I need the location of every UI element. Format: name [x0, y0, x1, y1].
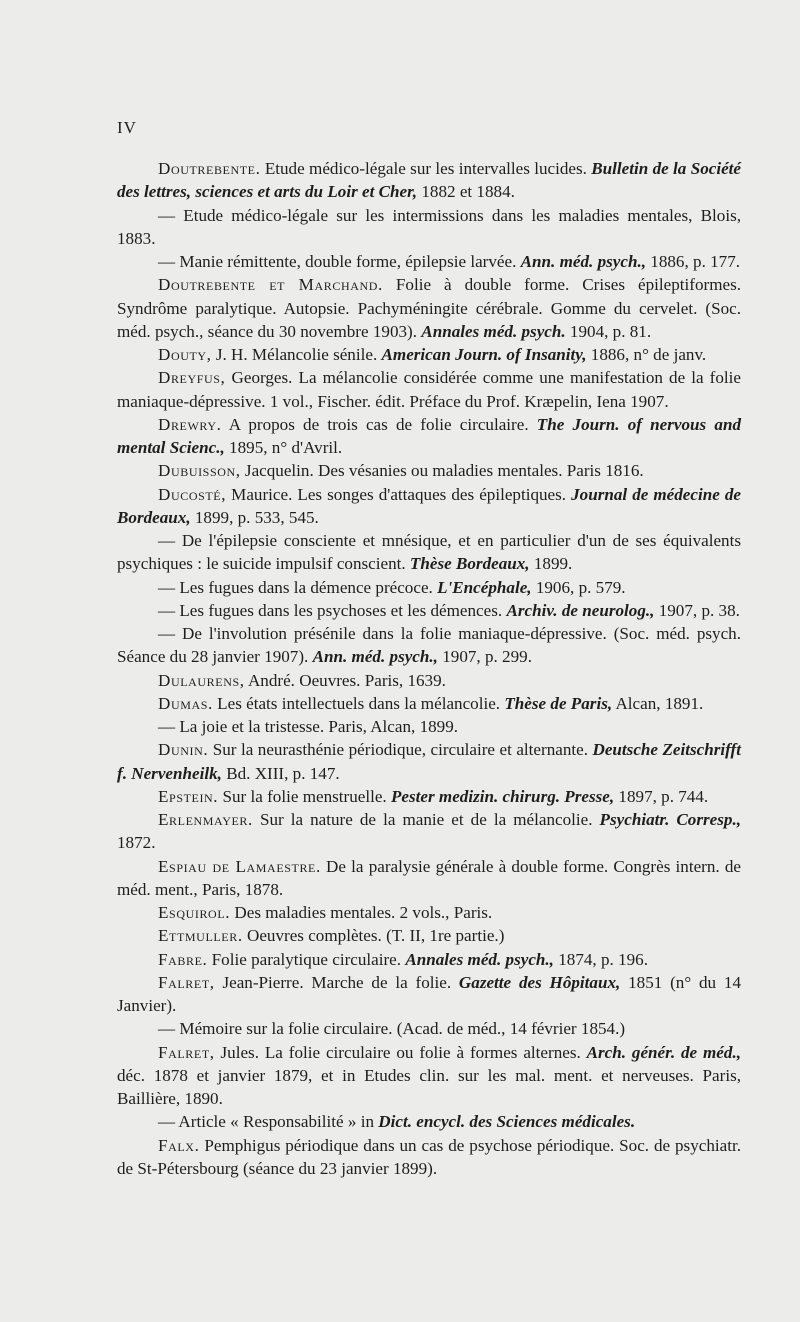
- entry-journal-title: Ann. méd. psych.,: [520, 252, 647, 271]
- bibliography-list: [117, 157, 741, 1180]
- entry-author: Dunin.: [158, 740, 209, 760]
- entry-author: Ettmuller.: [158, 926, 243, 946]
- entry-text: — De l'involution présénile dans la folie maniaque-dépressive. (Soc. méd. psych. Séance du 28 janvier 1907).: [117, 624, 741, 667]
- bibliography-entry: [117, 948, 741, 971]
- entry-details: 1904, p. 81.: [565, 321, 652, 341]
- bibliography-entry: [117, 250, 741, 273]
- bibliography-entry: [117, 343, 741, 366]
- bibliography-entry: [117, 157, 741, 204]
- bibliography-entry: [117, 273, 741, 343]
- entry-author: Falret,: [158, 1042, 215, 1062]
- bibliography-entry: [117, 855, 741, 902]
- entry-text: — Article « Responsabilité » in: [158, 1112, 379, 1132]
- entry-details: Alcan, 1891.: [612, 693, 704, 713]
- entry-details: 1897, p. 744.: [614, 786, 709, 806]
- bibliography-entry: [117, 483, 741, 530]
- bibliography-entry: [117, 204, 741, 251]
- entry-journal-title: Gazette des Hôpitaux,: [458, 972, 621, 992]
- bibliography-entry: [117, 1041, 741, 1111]
- entry-author: Dubuisson,: [158, 461, 241, 481]
- entry-author: Epstein.: [158, 786, 219, 806]
- bibliography-entry: [117, 459, 741, 482]
- entry-journal-title: L'Encéphale,: [437, 577, 532, 597]
- entry-text: Georges. La mélancolie considérée comme une manifestation de la folie maniaque-dépressive. 1 vol., Fischer. édit. Préface du Prof. Kræpelin, Iena 1907.: [117, 368, 741, 411]
- entry-journal-title: American Journ. of Insanity,: [381, 345, 587, 364]
- entry-text: Sur la folie menstruelle.: [218, 786, 391, 806]
- bibliography-entry: [117, 1134, 741, 1181]
- page-number: IV: [117, 118, 137, 137]
- entry-text: — Mémoire sur la folie circulaire. (Acad. de méd., 14 février 1854.): [158, 1019, 626, 1039]
- entry-journal-title: Thèse Bordeaux,: [409, 554, 530, 574]
- bibliography-entry: [117, 1110, 741, 1133]
- entry-text: Jean-Pierre. Marche de la folie.: [214, 972, 459, 992]
- bibliography-entry: [117, 785, 741, 808]
- entry-text: — De l'épilepsie consciente et mnésique, et en particulier d'un de ses équivalents psychiques : le suicide impulsif conscient.: [117, 531, 741, 574]
- bibliography-entry: [117, 808, 741, 855]
- entry-author: Fabre.: [158, 949, 208, 969]
- bibliography-entry: [117, 924, 741, 947]
- entry-text: — Les fugues dans la démence précoce.: [158, 577, 438, 597]
- entry-text: Oeuvres complètes. (T. II, 1re partie.): [242, 926, 505, 946]
- entry-author: Douty,: [158, 345, 212, 364]
- bibliography-entry: [117, 738, 741, 785]
- bibliography-entry: [117, 1017, 741, 1040]
- entry-text: A propos de trois cas de folie circulaire.: [221, 414, 537, 434]
- entry-text: Sur la neurasthénie périodique, circulaire et alternante.: [208, 740, 593, 760]
- entry-text: André. Oeuvres. Paris, 1639.: [244, 670, 446, 690]
- bibliography-entry: [117, 715, 741, 738]
- bibliography-entry: [117, 901, 741, 924]
- entry-author: Ducosté,: [158, 484, 227, 504]
- entry-details: 1899, p. 533, 545.: [190, 507, 319, 527]
- entry-journal-title: Dict. encycl. des Sciences médicales.: [378, 1112, 636, 1132]
- entry-details: 1906, p. 579.: [531, 577, 626, 597]
- entry-text: Folie paralytique circulaire.: [207, 949, 406, 969]
- entry-details: Bd. XIII, p. 147.: [221, 763, 340, 783]
- entry-author: Dumas.: [158, 693, 213, 713]
- entry-text: Folie à double forme. Crises épileptiformes. Syndrôme paralytique. Autopsie. Pachyméningite cérébrale. Gomme du cervelet. (Soc. méd. psych., séance du 30 novembre 1903).: [117, 275, 742, 341]
- entry-details: 1886, p. 177.: [646, 252, 741, 271]
- entry-details: 1895, n° d'Avril.: [224, 438, 343, 457]
- entry-details: 1907, p. 299.: [437, 647, 532, 667]
- entry-author: Espiau de Lamaestre.: [158, 856, 321, 876]
- bibliography-entry: [117, 599, 741, 622]
- entry-text: — La joie et la tristesse. Paris, Alcan, 1899.: [158, 717, 459, 736]
- entry-author: Falx.: [158, 1135, 200, 1155]
- entry-journal-title: Pester medizin. chirurg. Presse,: [390, 786, 615, 806]
- entry-author: Drewry.: [158, 414, 222, 434]
- entry-details: 1886, n° de janv.: [586, 345, 707, 364]
- entry-text: Des maladies mentales. 2 vols., Paris.: [230, 903, 493, 922]
- entry-journal-title: Ann. méd. psych.,: [312, 647, 438, 667]
- entry-author: Erlenmayer.: [158, 810, 253, 829]
- entry-text: De la paralysie générale à double forme. Congrès intern. de méd. ment., Paris, 1878.: [117, 856, 741, 899]
- entry-journal-title: Psychiatr. Corresp.,: [599, 810, 741, 829]
- entry-journal-title: Thèse de Paris,: [504, 693, 613, 713]
- entry-details: 1882 et 1884.: [417, 182, 515, 202]
- entry-text: Jacquelin. Des vésanies ou maladies mentales. Paris 1816.: [240, 461, 644, 481]
- bibliography-entry: [117, 622, 741, 669]
- entry-journal-title: The Journ. of nervous and mental Scienc.,: [117, 414, 741, 457]
- entry-text: Etude médico-légale sur les intervalles lucides.: [260, 159, 592, 178]
- entry-journal-title: Journal de médecine de Bordeaux,: [117, 484, 742, 527]
- entry-journal-title: Archiv. de neurolog.,: [506, 600, 655, 620]
- entry-text: — Manie rémittente, double forme, épilepsie larvée.: [158, 252, 521, 271]
- entry-details: 1874, p. 196.: [553, 949, 648, 969]
- bibliography-entry: [117, 529, 741, 576]
- entry-author: Dreyfus,: [158, 368, 226, 388]
- entry-text: Maurice. Les songes d'attaques des épileptiques.: [226, 484, 572, 504]
- bibliography-entry: [117, 366, 741, 413]
- entry-text: — Les fugues dans les psychoses et les démences.: [158, 600, 507, 620]
- entry-journal-title: Annales méd. psych.: [421, 321, 566, 341]
- entry-text: Sur la nature de la manie et de la mélancolie.: [252, 810, 600, 829]
- entry-details: 1899.: [529, 554, 573, 574]
- entry-author: Doutrebente.: [158, 159, 261, 178]
- entry-details: 1872.: [117, 833, 156, 853]
- entry-author: Doutrebente et Marchand.: [158, 275, 383, 295]
- entry-text: Les états intellectuels dans la mélancolie.: [212, 693, 505, 713]
- entry-details: déc. 1878 et janvier 1879, et in Etudes clin. sur les mal. ment. et nerveuses. Paris, Baillière, 1890.: [117, 1065, 741, 1108]
- bibliography-entry: [117, 692, 741, 715]
- bibliography-entry: [117, 971, 741, 1018]
- entry-author: Esquirol.: [158, 903, 231, 922]
- entry-text: Jules. La folie circulaire ou folie à formes alternes.: [214, 1042, 587, 1062]
- bibliography-entry: [117, 669, 741, 692]
- entry-journal-title: Arch. génér. de méd.,: [586, 1042, 741, 1062]
- entry-journal-title: Annales méd. psych.,: [405, 949, 554, 969]
- entry-text: Pemphigus périodique dans un cas de psychose périodique. Soc. de psychiatr. de St-Pétersbourg (séance du 23 janvier 1899).: [117, 1135, 741, 1178]
- entry-details: 1907, p. 38.: [654, 600, 740, 620]
- entry-journal-title: Bulletin de la Société des lettres, sciences et arts du Loir et Cher,: [117, 159, 742, 202]
- entry-author: Falret,: [158, 972, 215, 992]
- entry-journal-title: Deutsche Zeitschrifft f. Nervenheilk,: [117, 740, 741, 783]
- bibliography-entry: [117, 413, 741, 460]
- entry-text: — Etude médico-légale sur les intermissions dans les maladies mentales, Blois, 1883.: [117, 205, 741, 248]
- entry-details: 1851 (n° du 14 Janvier).: [117, 972, 742, 1015]
- bibliography-entry: [117, 576, 741, 599]
- entry-text: J. H. Mélancolie sénile.: [211, 345, 382, 364]
- entry-author: Dulaurens,: [158, 670, 245, 690]
